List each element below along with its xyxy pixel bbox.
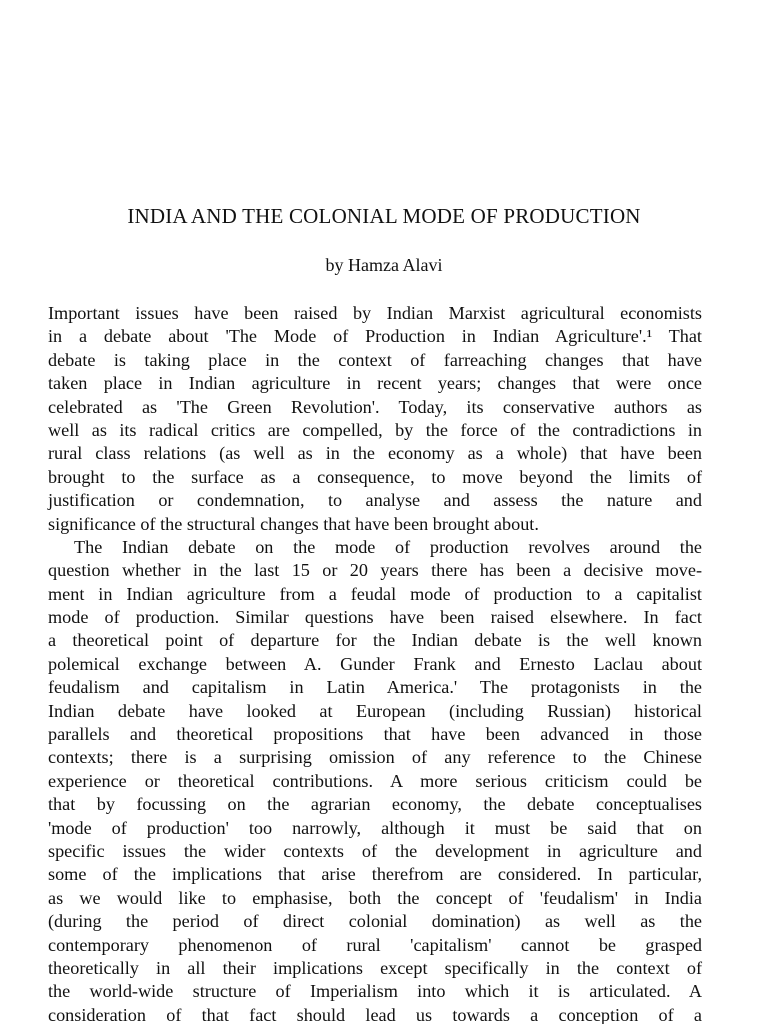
- text-line: polemical exchange between A. Gunder Frank and Ernesto Laclau about: [48, 653, 702, 674]
- text-line: well as its radical critics are compelled, by the force of the contradictions in: [48, 419, 702, 440]
- text-line: specific issues the wider contexts of the development in agriculture and: [48, 840, 702, 861]
- article-byline: by Hamza Alavi: [325, 255, 443, 275]
- article-title: INDIA AND THE COLONIAL MODE OF PRODUCTION: [127, 204, 641, 228]
- text-line: Indian debate have looked at European (including Russian) historical: [48, 700, 702, 721]
- text-line: justification or condemnation, to analyse and assess the nature and: [48, 490, 702, 511]
- text-line: The Indian debate on the mode of production revolves around the: [74, 536, 702, 557]
- text-line: brought to the surface as a consequence, to move beyond the limits of: [48, 466, 702, 487]
- text-line: as we would like to emphasise, both the concept of 'feudalism' in India: [48, 887, 702, 908]
- text-line: a theoretical point of departure for the Indian debate is the well known: [48, 630, 702, 651]
- text-line: theoretically in all their implications except specifically in the context of: [48, 957, 702, 978]
- text-line: (during the period of direct colonial domination) as well as the: [48, 911, 702, 932]
- text-line: some of the implications that arise therefrom are considered. In particular,: [48, 864, 702, 885]
- text-line: question whether in the last 15 or 20 years there has been a decisive move-: [48, 560, 702, 581]
- text-line: ment in Indian agriculture from a feudal mode of production to a capitalist: [48, 583, 702, 604]
- text-line: rural class relations (as well as in the economy as a whole) that have been: [48, 443, 702, 464]
- text-line: parallels and theoretical propositions that have been advanced in those: [48, 724, 702, 745]
- text-line: in a debate about 'The Mode of Production in Indian Agriculture'.¹ That: [48, 326, 702, 347]
- text-line: consideration of that fact should lead us towards a conception of a: [48, 1004, 702, 1024]
- text-line: contexts; there is a surprising omission of any reference to the Chinese: [48, 747, 702, 768]
- text-line: contemporary phenomenon of rural 'capitalism' cannot be grasped: [48, 934, 702, 955]
- text-line: taken place in Indian agriculture in recent years; changes that were once: [48, 373, 702, 394]
- article-body: [48, 302, 702, 1024]
- text-line: experience or theoretical contributions. A more serious criticism could be: [48, 770, 702, 791]
- text-line: debate is taking place in the context of farreaching changes that have: [48, 349, 702, 370]
- text-line: 'mode of production' too narrowly, although it must be said that on: [48, 817, 702, 838]
- text-line: the world-wide structure of Imperialism into which it is articulated. A: [48, 981, 702, 1002]
- text-line: feudalism and capitalism in Latin America.' The protagonists in the: [48, 677, 702, 698]
- text-line: significance of the structural changes that have been brought about.: [48, 513, 539, 534]
- text-line: that by focussing on the agrarian economy, the debate conceptualises: [48, 794, 702, 815]
- text-line: mode of production. Similar questions have been raised elsewhere. In fact: [48, 607, 702, 628]
- text-line: Important issues have been raised by Indian Marxist agricultural economists: [48, 303, 702, 323]
- text-line: celebrated as 'The Green Revolution'. Today, its conservative authors as: [48, 396, 702, 417]
- paragraph-1: [48, 302, 702, 536]
- paragraph-2: [48, 536, 702, 1024]
